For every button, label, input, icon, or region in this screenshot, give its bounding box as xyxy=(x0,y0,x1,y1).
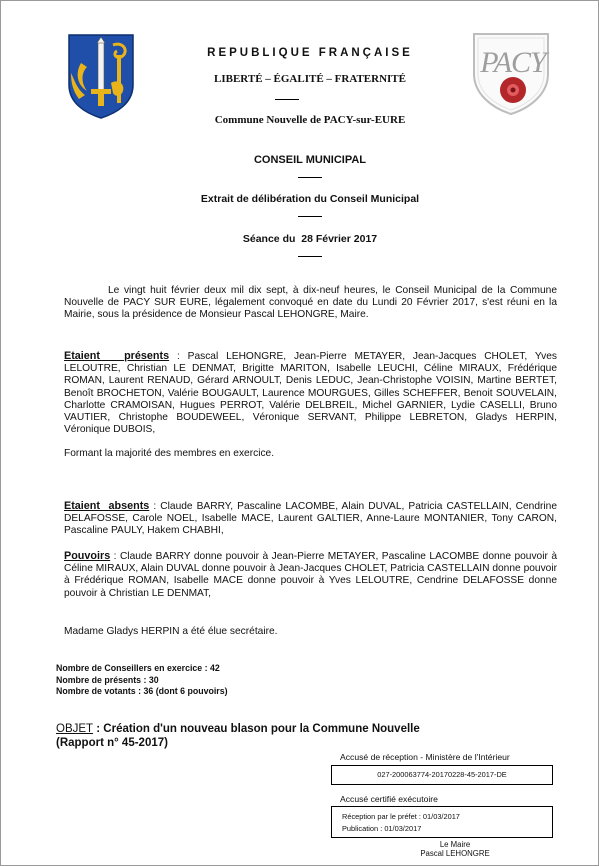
object-label: OBJET xyxy=(56,723,94,735)
receipt-reference: 027-200063774-20170228-45-2017-DE xyxy=(331,765,553,785)
council-title: CONSEIL MUNICIPAL xyxy=(253,154,367,166)
absent-list: : Claude BARRY, Pascaline LACOMBE, Alain DUVAL, Patricia CASTELLAIN, Cendrine DELAFOSSE, Carole NOEL, Isabelle MACE, Laurent GALTIER, Anne-Laure MONTANIER, Tony CARON, Pascaline PAULY, Hakem CHABHI, xyxy=(64,501,557,537)
pacy-logo xyxy=(466,30,556,116)
count-voters: Nombre de votants : 36 (dont 6 pouvoirs) xyxy=(56,686,228,696)
receipt-title: Accusé de réception - Ministère de l'Intérieur xyxy=(340,752,510,762)
present-paragraph xyxy=(64,350,557,436)
majority-text: Formant la majorité des membres en exercice. xyxy=(64,448,275,459)
absent-label: Etaient absents xyxy=(64,500,150,512)
divider xyxy=(298,216,322,217)
counts-block xyxy=(56,663,356,698)
proxies-list: : Claude BARRY donne pouvoir à Jean-Pierre METAYER, Pascaline LACOMBE donne pouvoir à Céline MIRAUX, Alain DUVAL donne pouvoir à Jean-Jacques CHOLET, Patricia CASTELLAIN donne pouvoir à Frédérique ROMAN, Isabelle MACE donne pouvoir à Yves LELOUTRE, Cendrine DELAFOSSE donne pouvoir à Christian LE DENMAT, xyxy=(64,551,557,599)
object-report: (Rapport n° 45-2017) xyxy=(56,737,168,749)
absent-paragraph xyxy=(64,500,557,538)
present-list: : Pascal LEHONGRE, Jean-Pierre METAYER, Jean-Jacques CHOLET, Yves LELOUTRE, Christian LE DENMAT, Brigitte MARITON, Isabelle LEUCHI, Céline MIRAUX, Frédérique ROMAN, Laurent RENAUD, Gérard ARNOULT, Denis LEDUC, Jean-Christophe VOISIN, Martine BERTET, Benoît BROCHETON, Valérie BOUGAULT, Laurence MOURGUES, Gilles SCHEFFER, Benoit SOUVELAIN, Charlotte CRAMOISAN, Hugues PERROT, Valérie DELBREIL, Michel GARNIER, Lydie CASELLI, Bruno VAUTIER, Christophe BOUDEWEEL, Véronique SERVANT, Philippe LEBRETON, Gladys HERPIN, Véronique DUBOIS, xyxy=(64,351,557,436)
proxies-label: Pouvoirs xyxy=(64,550,111,562)
extract-title: Extrait de délibération du Conseil Municipal xyxy=(200,193,420,205)
logo-text: PACY xyxy=(480,46,546,79)
commune-name: Commune Nouvelle de PACY-sur-EURE xyxy=(214,114,406,126)
count-present: Nombre de présents : 30 xyxy=(56,674,159,685)
divider xyxy=(275,99,299,100)
intro-paragraph: Le vingt huit février deux mil dix sept, à dix-neuf heures, le Conseil Municipal de la Commune Nouvelle de PACY SUR EURE, légalement convoqué en date du Lundi 20 Février 2017, s'est réuni en la Mairie, sous la présidence de Monsieur Pascal LEHONGRE, Maire. xyxy=(64,285,557,321)
reception-date: Réception par le préfet : 01/03/2017 xyxy=(342,812,460,821)
mayor-role: Le Maire xyxy=(439,840,471,849)
divider xyxy=(298,177,322,178)
object-block xyxy=(56,722,516,750)
mayor-name: Pascal LEHONGRE xyxy=(420,849,490,858)
motto: LIBERTÉ – ÉGALITÉ – FRATERNITÉ xyxy=(214,73,406,85)
signature-block xyxy=(400,840,510,858)
publication-date: Publication : 01/03/2017 xyxy=(342,823,422,833)
republic-title: REPUBLIQUE FRANÇAISE xyxy=(207,47,413,59)
count-in-office: Nombre de Conseillers en exercice : 42 xyxy=(56,663,220,673)
certified-box xyxy=(331,806,553,838)
present-label: Etaient présents xyxy=(64,350,170,362)
certified-title: Accusé certifié exécutoire xyxy=(340,794,438,804)
session-date: Séance du 28 Février 2017 xyxy=(242,233,378,245)
proxies-paragraph xyxy=(64,550,557,600)
divider xyxy=(298,256,322,257)
coat-of-arms-icon xyxy=(67,33,135,119)
object-text: : Création d'un nouveau blason pour la Commune Nouvelle xyxy=(93,723,420,735)
secretary-text: Madame Gladys HERPIN a été élue secrétaire. xyxy=(64,626,278,637)
